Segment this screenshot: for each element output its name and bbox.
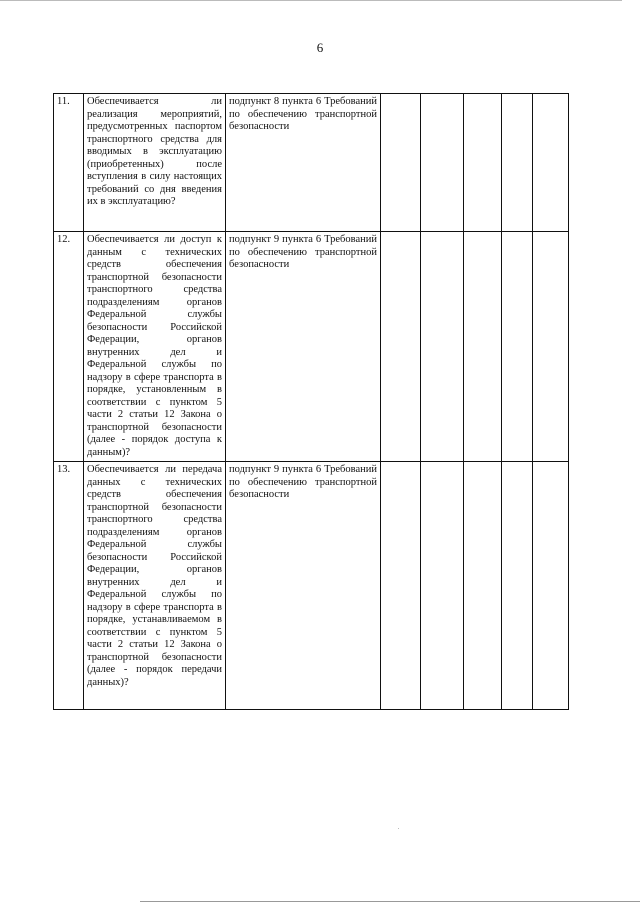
page-number: 6	[316, 40, 324, 55]
answer-cell-empty[interactable]	[421, 94, 464, 232]
requirement-reference-cell: подпункт 9 пункта 6 Требований по обеспечению транспортной безопасности	[226, 232, 381, 462]
checklist-table	[53, 93, 569, 710]
answer-cell-empty[interactable]	[381, 94, 421, 232]
answer-cell-empty[interactable]	[421, 462, 464, 710]
answer-cell-empty[interactable]	[381, 462, 421, 710]
question-cell: Обеспечивается ли реализация мероприятий, предусмотренных паспортом транспортного средства для вводимых в эксплуатацию (приобретенных) после вступления в силу настоящих требований со дня введения их в эксплуатацию?	[84, 94, 226, 232]
scan-bottom-edge-line	[140, 901, 640, 902]
answer-cell-empty[interactable]	[533, 94, 569, 232]
answer-cell-empty[interactable]	[381, 232, 421, 462]
requirement-reference-cell: подпункт 9 пункта 6 Требований по обеспечению транспортной безопасности	[226, 462, 381, 710]
answer-cell-empty[interactable]	[533, 232, 569, 462]
table-row	[54, 232, 569, 462]
row-number-cell: 12.	[54, 232, 84, 462]
scan-top-edge-line	[0, 0, 622, 1]
scan-speck	[398, 828, 399, 829]
answer-cell-empty[interactable]	[502, 232, 533, 462]
row-number-cell: 13.	[54, 462, 84, 710]
row-number-cell: 11.	[54, 94, 84, 232]
question-cell: Обеспечивается ли передача данных с технических средств обеспечения транспортной безопасности транспортного средства подразделениям органов Федеральной службы безопасности Российской Федерации, органов внутренних дел и Федеральной службы по надзору в сфере транспорта в порядке, устанавливаемом в соответствии с пунктом 5 части 2 статьи 12 Закона о транспортной безопасности (далее - порядок передачи данных)?	[84, 462, 226, 710]
answer-cell-empty[interactable]	[502, 94, 533, 232]
table-row	[54, 462, 569, 710]
question-cell: Обеспечивается ли доступ к данным с технических средств обеспечения транспортной безопасности транспортного средства подразделениям органов Федеральной службы безопасности Российской Федерации, органов внутренних дел и Федеральной службы по надзору в сфере транспорта в порядке, установленным в соответствии с пунктом 5 части 2 статьи 12 Закона о транспортной безопасности (далее - порядок доступа к данным)?	[84, 232, 226, 462]
answer-cell-empty[interactable]	[464, 232, 502, 462]
answer-cell-empty[interactable]	[502, 462, 533, 710]
answer-cell-empty[interactable]	[464, 94, 502, 232]
requirement-reference-cell: подпункт 8 пункта 6 Требований по обеспечению транспортной безопасности	[226, 94, 381, 232]
answer-cell-empty[interactable]	[421, 232, 464, 462]
answer-cell-empty[interactable]	[464, 462, 502, 710]
table-row	[54, 94, 569, 232]
answer-cell-empty[interactable]	[533, 462, 569, 710]
